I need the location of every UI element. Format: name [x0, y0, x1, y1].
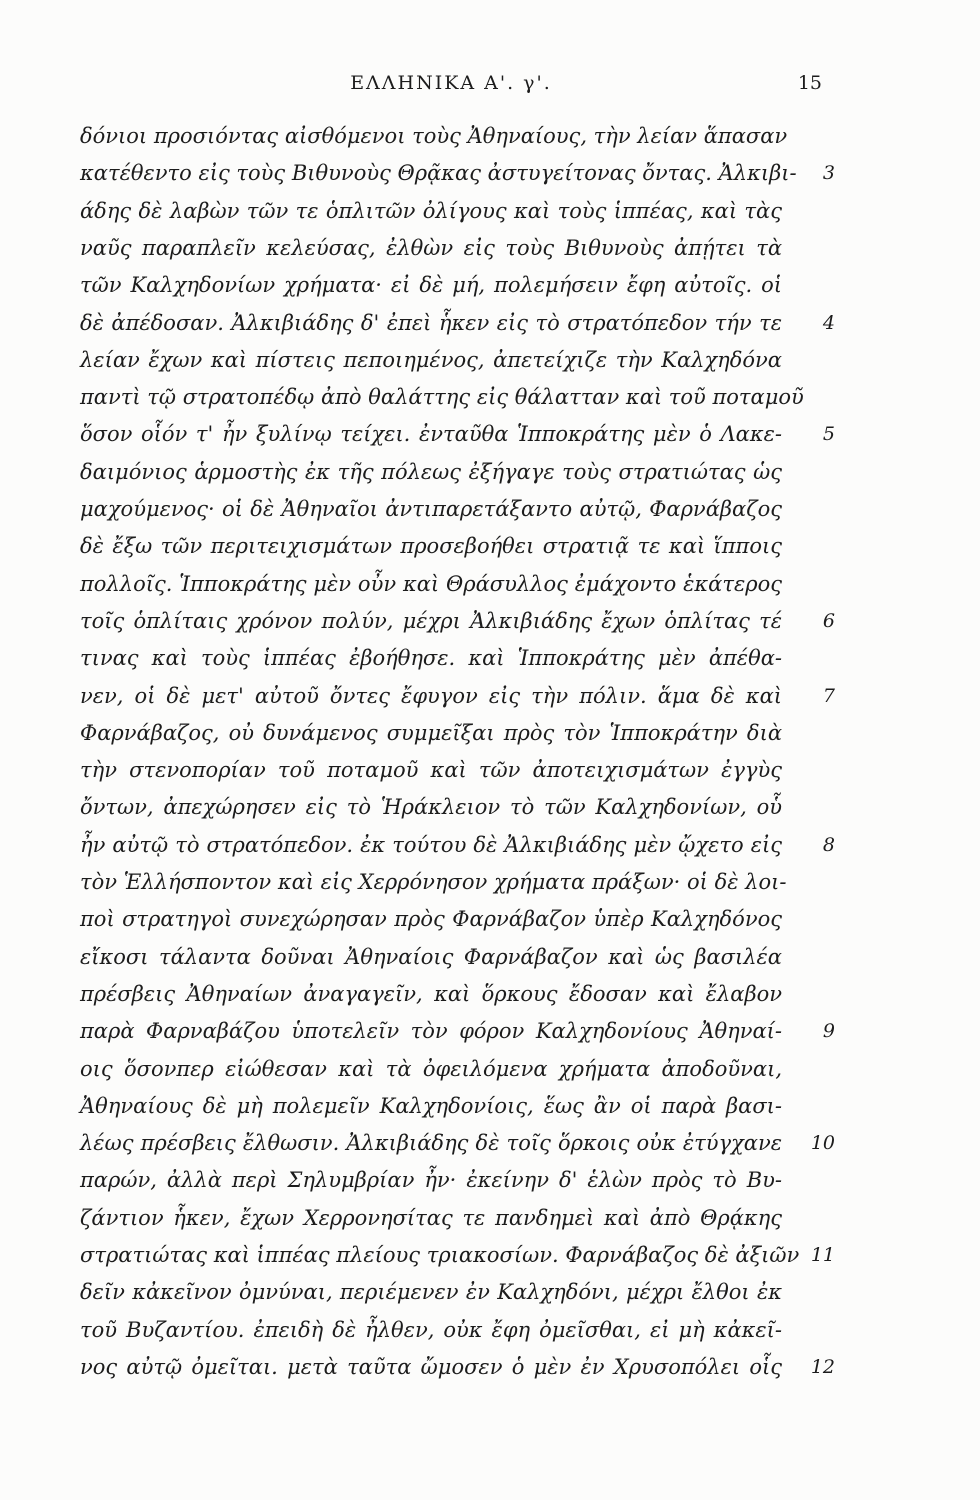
- text-line: δόνιοι προσιόντας αἰσθόμενοι τοὺς Ἀθηναίους, τὴν λείαν ἅπασαν: [80, 124, 788, 148]
- text-line: κατέθεντο εἰς τοὺς Βιθυνοὺς Θρᾷκας ἀστυγείτονας ὄντας. Ἀλκιβι-: [80, 161, 797, 186]
- page-number: 15: [797, 72, 822, 94]
- text-line: τινας καὶ τοὺς ἱππέας ἐβοήθησε. καὶ Ἱπποκράτης μὲν ἀπέθα-: [80, 646, 782, 671]
- text-line: δὲ ἔξω τῶν περιτειχισμάτων προσεβοήθει στρατιᾷ τε καὶ ἵπποις: [80, 534, 782, 559]
- text-line: τοῖς ὁπλίταις χρόνον πολύν, μέχρι Ἀλκιβιάδης ἔχων ὁπλίτας τέ: [80, 608, 782, 633]
- section-number: 7: [822, 684, 835, 707]
- text-line: παρὰ Φαρναβάζου ὑποτελεῖν τὸν φόρον Καλχηδονίους Ἀθηναί-: [80, 1019, 782, 1044]
- section-number: 11: [810, 1244, 835, 1266]
- section-number: 12: [810, 1355, 835, 1378]
- text-line: λείαν ἔχων καὶ πίστεις πεποιημένος, ἀπετείχιζε τὴν Καλχηδόνα: [80, 347, 782, 372]
- text-line: ναῦς παραπλεῖν κελεύσας, ἐλθὼν εἰς τοὺς Βιθυνοὺς ἀπῄτει τὰ: [80, 235, 782, 260]
- text-line: τοῦ Βυζαντίου. ἐπειδὴ δὲ ἦλθεν, οὐκ ἔφη ὀμεῖσθαι, εἰ μὴ κἀκεῖ-: [80, 1317, 782, 1342]
- text-line: πρέσβεις Ἀθηναίων ἀναγαγεῖν, καὶ ὅρκους ἔδοσαν καὶ ἔλαβον: [80, 981, 782, 1006]
- text-line: νεν, οἱ δὲ μετ' αὐτοῦ ὄντες ἔφυγον εἰς τὴν πόλιν. ἅμα δὲ καὶ: [80, 683, 782, 708]
- section-number: 10: [810, 1132, 835, 1155]
- text-line: μαχούμενος· οἱ δὲ Ἀθηναῖοι ἀντιπαρετάξαντο αὐτῷ, Φαρνάβαζος: [80, 497, 782, 521]
- text-line: δὲ ἀπέδοσαν. Ἀλκιβιάδης δ' ἐπεὶ ἧκεν εἰς τὸ στρατόπεδον τήν τε: [80, 310, 782, 335]
- text-line: τὴν στενοπορίαν τοῦ ποταμοῦ καὶ τῶν ἀποτειχισμάτων ἐγγὺς: [80, 758, 782, 783]
- section-number: 8: [822, 833, 835, 856]
- text-line: λέως πρέσβεις ἔλθωσιν. Ἀλκιβιάδης δὲ τοῖς ὅρκοις οὐκ ἐτύγχανε: [80, 1131, 782, 1156]
- text-line: άδης δὲ λαβὼν τῶν τε ὁπλιτῶν ὀλίγους καὶ τοὺς ἱππέας, καὶ τὰς: [80, 198, 782, 223]
- text-line: εἴκοσι τάλαντα δοῦναι Ἀθηναίοις Φαρνάβαζον καὶ ὡς βασιλέα: [80, 944, 782, 969]
- text-line: δεῖν κἀκεῖνον ὀμνύναι, περιέμενεν ἐν Καλχηδόνι, μέχρι ἔλθοι ἐκ: [80, 1280, 782, 1305]
- running-title: ΕΛΛΗΝΙΚΑ Α'. γ'.: [350, 72, 552, 94]
- section-number: 9: [822, 1020, 835, 1043]
- text-line: Φαρνάβαζος, οὐ δυνάμενος συμμεῖξαι πρὸς τὸν Ἱπποκράτην διὰ: [80, 720, 782, 745]
- section-number: 6: [822, 609, 835, 632]
- text-line: ποὶ στρατηγοὶ συνεχώρησαν πρὸς Φαρνάβαζον ὑπὲρ Καλχηδόνος: [80, 907, 782, 932]
- section-number: 3: [822, 162, 835, 185]
- text-line: παντὶ τῷ στρατοπέδῳ ἀπὸ θαλάττης εἰς θάλατταν καὶ τοῦ ποταμοῦ: [80, 385, 804, 410]
- text-line: στρατιώτας καὶ ἱππέας πλείους τριακοσίων. Φαρνάβαζος δὲ ἀξιῶν: [80, 1243, 800, 1267]
- section-number: 5: [822, 423, 835, 446]
- section-number: 4: [822, 311, 835, 334]
- text-line: δαιμόνιος ἁρμοστὴς ἐκ τῆς πόλεως ἐξήγαγε τοὺς στρατιώτας ὡς: [80, 459, 782, 484]
- text-line: ὅσον οἷόν τ' ἦν ξυλίνῳ τείχει. ἐνταῦθα Ἱπποκράτης μὲν ὁ Λακε-: [80, 422, 782, 447]
- text-line: Ἀθηναίους δὲ μὴ πολεμεῖν Καλχηδονίοις, ἕως ἂν οἱ παρὰ βασι-: [80, 1093, 782, 1118]
- text-line: οις ὅσονπερ εἰώθεσαν καὶ τὰ ὀφειλόμενα χρήματα ἀποδοῦναι,: [80, 1056, 782, 1081]
- text-line: πολλοῖς. Ἱπποκράτης μὲν οὖν καὶ Θράσυλλος ἐμάχοντο ἑκάτερος: [80, 571, 782, 596]
- text-line: νος αὐτῷ ὀμεῖται. μετὰ ταῦτα ὤμοσεν ὁ μὲν ἐν Χρυσοπόλει οἷς: [80, 1354, 782, 1379]
- text-line: τῶν Καλχηδονίων χρήματα· εἰ δὲ μή, πολεμήσειν ἔφη αὐτοῖς. οἱ: [80, 273, 782, 298]
- text-line: ζάντιον ἧκεν, ἔχων Χερρονησίτας τε πανδημεὶ καὶ ἀπὸ Θρᾴκης: [80, 1205, 782, 1230]
- text-line: τὸν Ἑλλήσποντον καὶ εἰς Χερρόνησον χρήματα πράξων· οἱ δὲ λοι-: [80, 870, 787, 894]
- text-line: παρών, ἀλλὰ περὶ Σηλυμβρίαν ἦν· ἐκείνην δ' ἑλὼν πρὸς τὸ Βυ-: [80, 1168, 782, 1193]
- text-line: ἦν αὐτῷ τὸ στρατόπεδον. ἐκ τούτου δὲ Ἀλκιβιάδης μὲν ᾤχετο εἰς: [80, 832, 782, 857]
- text-line: ὄντων, ἀπεχώρησεν εἰς τὸ Ἡράκλειον τὸ τῶν Καλχηδονίων, οὗ: [80, 795, 782, 820]
- page-header: [80, 66, 822, 100]
